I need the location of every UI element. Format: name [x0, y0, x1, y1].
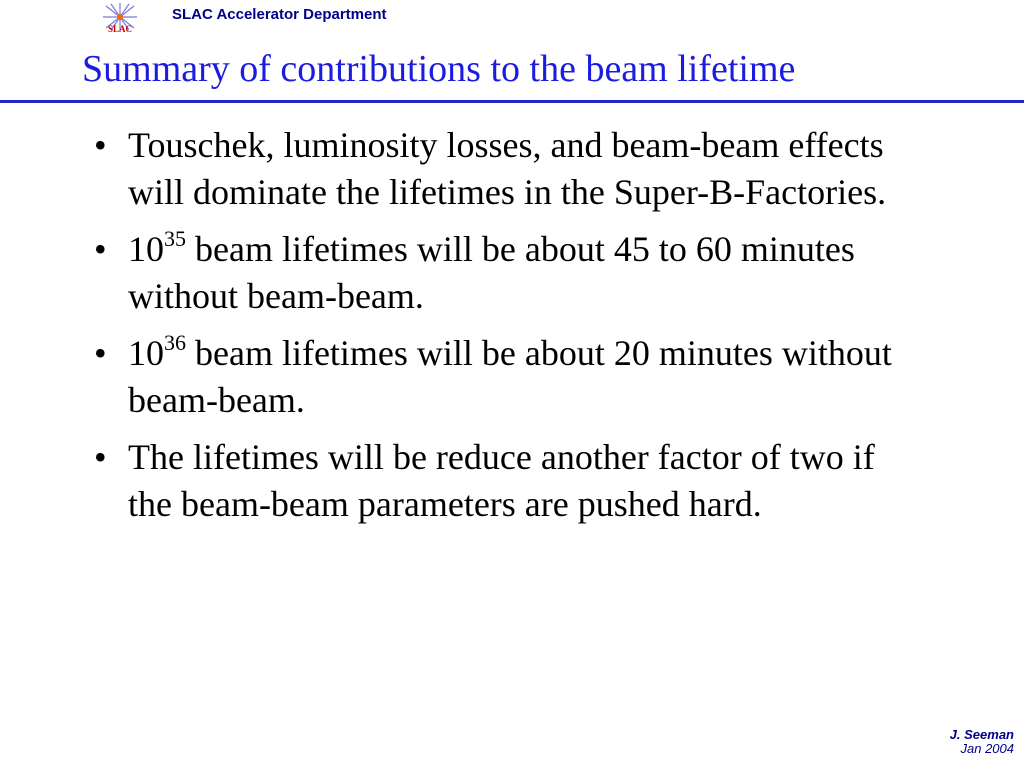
- organization-name: SLAC Accelerator Department: [172, 6, 387, 23]
- bullet-exponent: 36: [164, 330, 186, 355]
- bullet-exponent: 35: [164, 226, 186, 251]
- footer-author: J. Seeman: [949, 727, 1014, 742]
- bullet-list: [0, 122, 1000, 538]
- footer-date: Jan 2004: [960, 741, 1014, 756]
- bullet-text: beam lifetimes will be about 45 to 60 minutes without beam-beam.: [128, 229, 855, 316]
- bullet-item: [0, 434, 918, 528]
- bullet-base: 10: [128, 229, 164, 269]
- bullet-dot: •: [94, 437, 107, 477]
- bullet-text: beam lifetimes will be about 20 minutes without beam-beam.: [128, 333, 892, 420]
- bullet-item: [0, 122, 918, 216]
- slac-logo-icon: [100, 2, 140, 34]
- bullet-item: [0, 226, 918, 320]
- bullet-text: The lifetimes will be reduce another factor of two if the beam-beam parameters are pushed hard.: [128, 437, 875, 524]
- bullet-dot: •: [94, 125, 107, 165]
- bullet-dot: •: [94, 333, 107, 373]
- slac-logo-text: SLAC: [107, 24, 133, 34]
- bullet-dot: •: [94, 229, 107, 269]
- bullet-item: [0, 330, 918, 424]
- bullet-text: Touschek, luminosity losses, and beam-beam effects will dominate the lifetimes in the Super-B-Factories.: [128, 125, 887, 212]
- bullet-base: 10: [128, 333, 164, 373]
- slide-title: Summary of contributions to the beam lifetime: [82, 48, 796, 90]
- title-divider: [0, 100, 1024, 103]
